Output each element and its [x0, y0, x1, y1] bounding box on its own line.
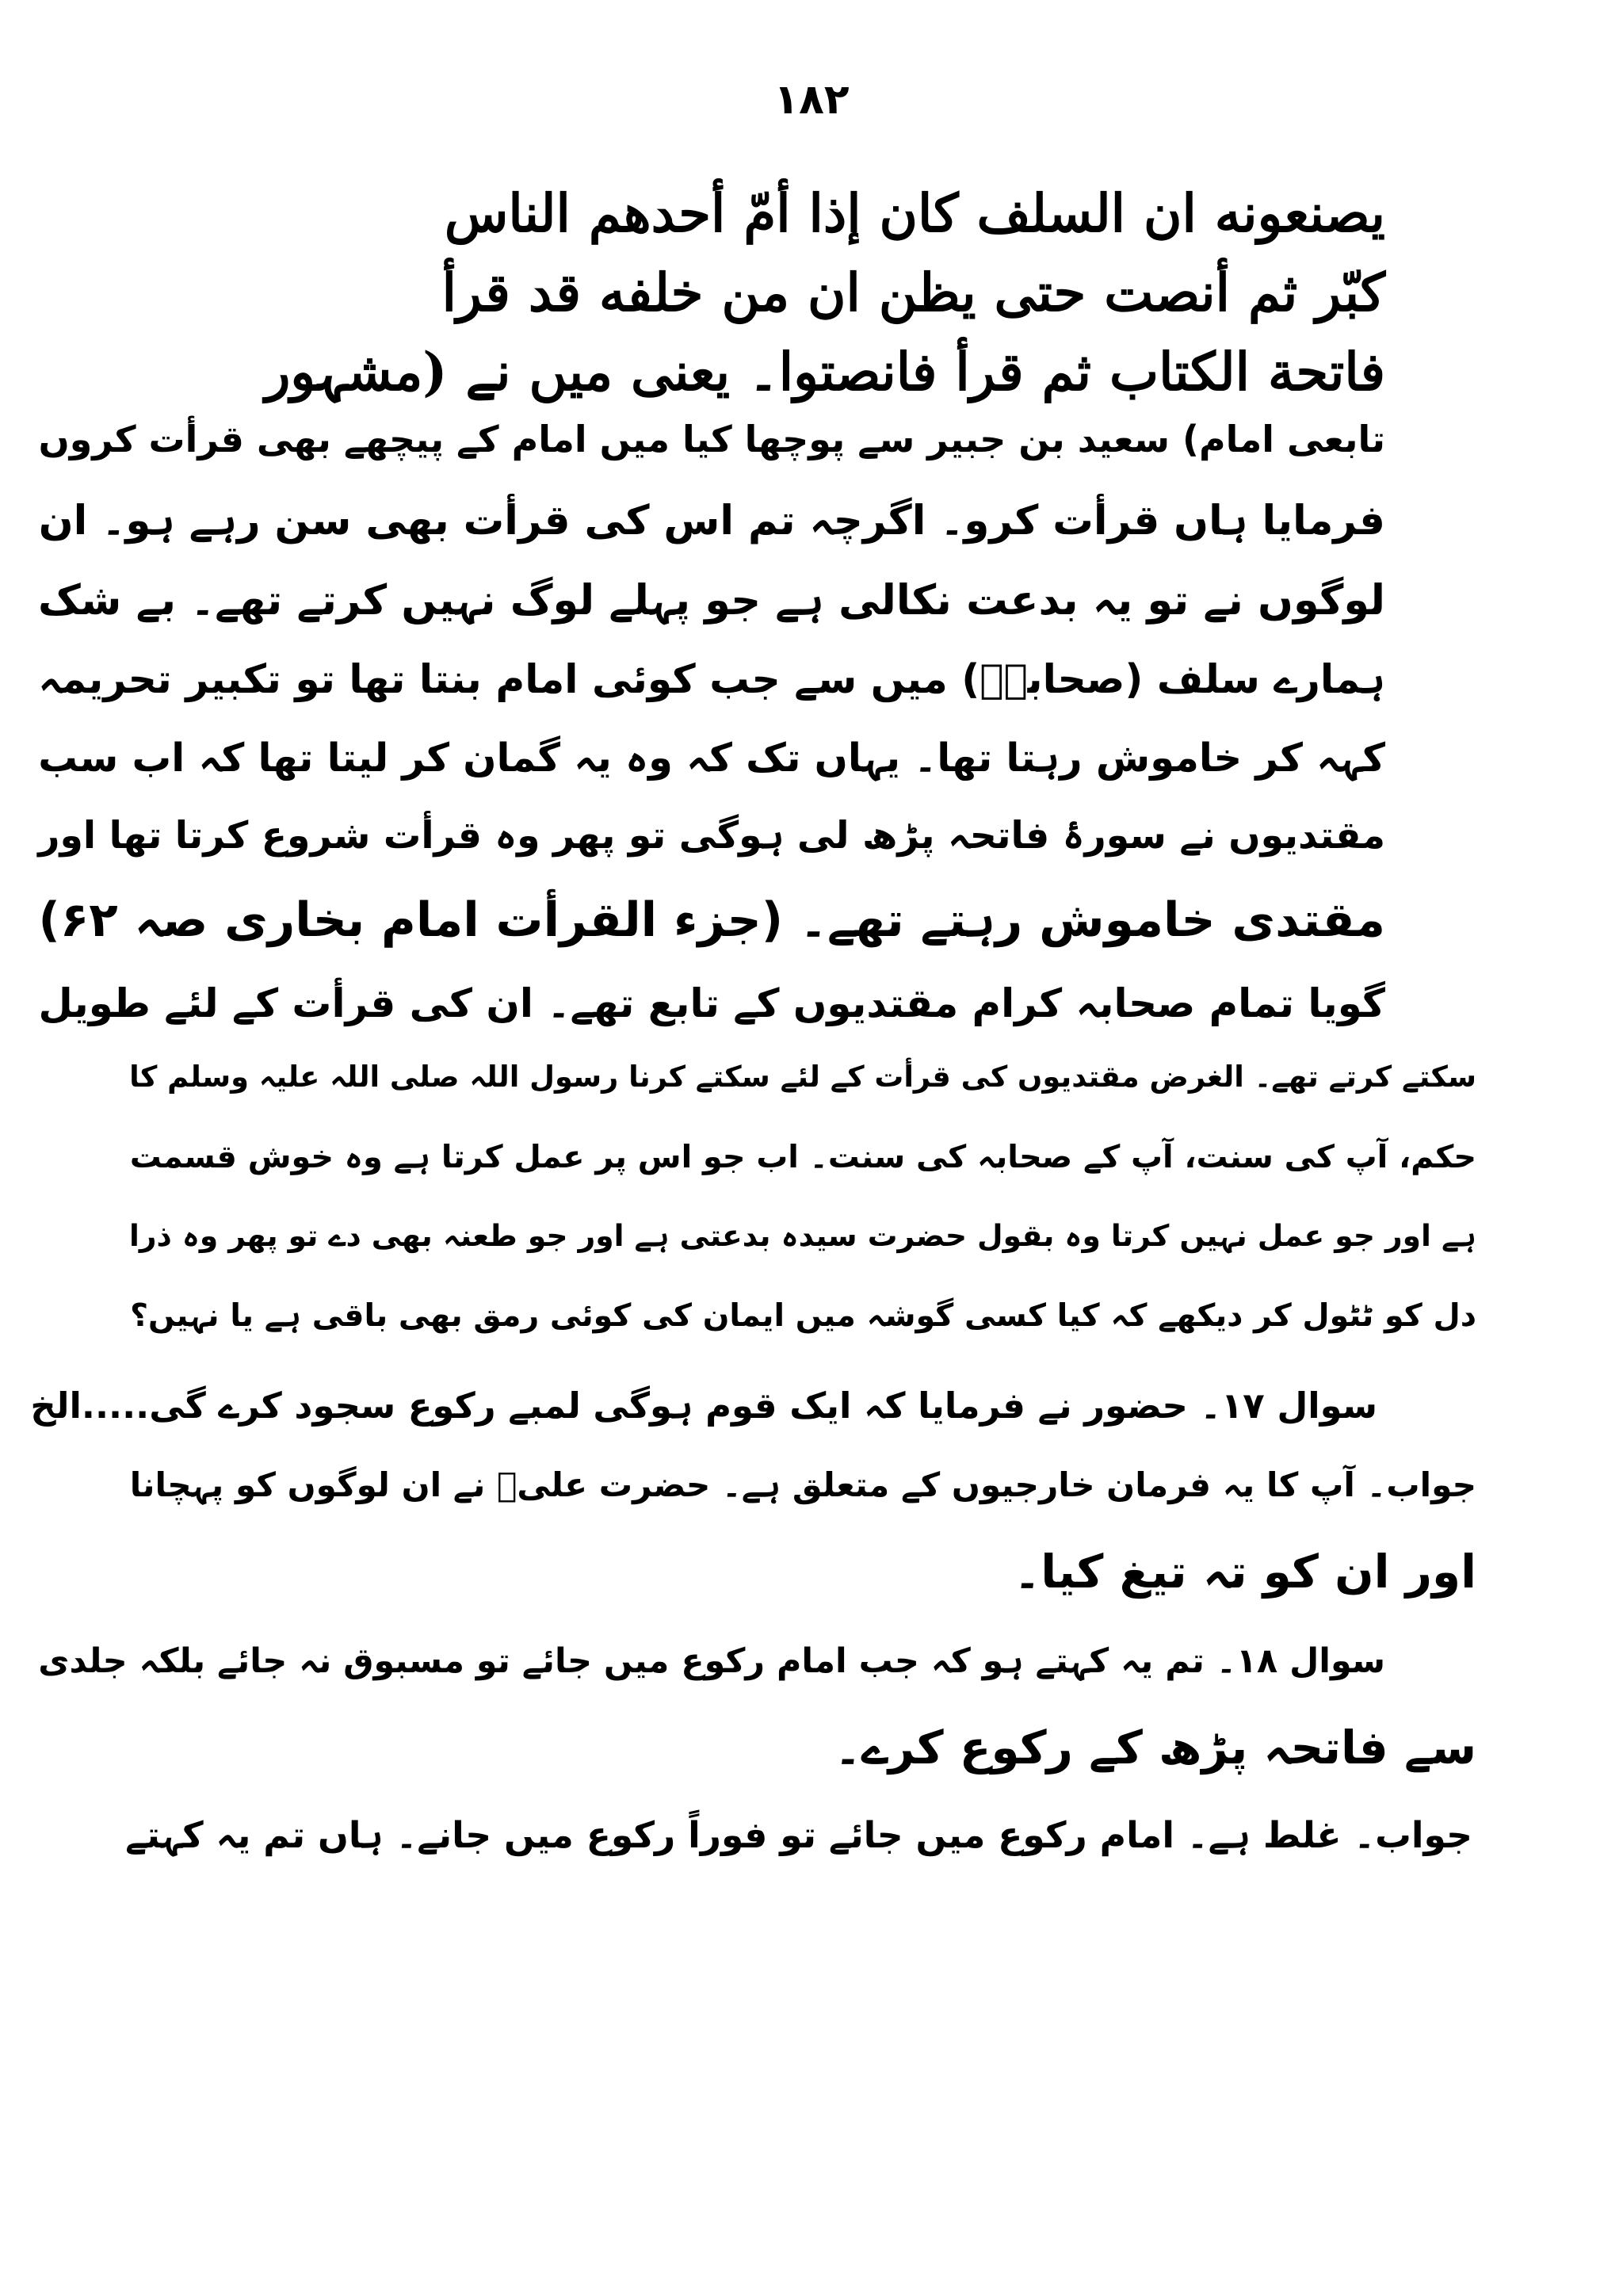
- page-number: ۱۸۲: [773, 76, 850, 124]
- arabic-quote-line-1: يصنعونه ان السلف كان إذا أمّ أحدهم الناس: [444, 182, 1385, 244]
- translation-line-1: تابعی امام) سعید بن جبیر سے پوچھا کیا میں امام کے پیچھے بھی قرأت کروں: [38, 418, 1385, 460]
- paragraph-line-3: حکم، آپ کی سنت، آپ کے صحابہ کی سنت۔ اب جو اس پر عمل کرتا ہے وہ خوش قسمت: [129, 1139, 1476, 1175]
- paragraph-line-5: دل کو ٹٹول کر دیکھے کہ کیا کسی گوشہ میں ایمان کی کوئی رمق بھی باقی ہے یا نہیں؟: [130, 1297, 1476, 1334]
- paragraph-line-1: گویا تمام صحابہ کرام مقتدیوں کے تابع تھے۔ ان کی قرأت کے لئے طویل: [38, 980, 1385, 1026]
- answer-17-line-2: اور ان کو تہ تیغ کیا۔: [1014, 1545, 1476, 1599]
- question-18-line-2: سے فاتحہ پڑھ کے رکوع کرے۔: [834, 1721, 1476, 1775]
- translation-line-2: فرمایا ہاں قرأت کرو۔ اگرچہ تم اس کی قرأت بھی سن رہے ہو۔ ان: [38, 497, 1385, 544]
- translation-line-4: ہمارے سلف (صحابہؓ) میں سے جب کوئی امام بنتا تھا تو تکبیر تحریمہ: [38, 655, 1385, 702]
- answer-17-line-1: جواب۔ آپ کا یہ فرمان خارجیوں کے متعلق ہے۔ حضرت علیؓ نے ان لوگوں کو پہچانا: [129, 1465, 1476, 1504]
- arabic-quote-line-3: فاتحة الكتاب ثم قرأ فانصتوا۔ یعنی میں نے (مشہور: [265, 341, 1385, 403]
- question-17: سوال ۱۷۔ حضور نے فرمایا کہ ایک قوم ہوگی لمبے رکوع سجود کرے گی.....الخ: [30, 1385, 1377, 1427]
- answer-18-line-1: جواب۔ غلط ہے۔ امام رکوع میں جائے تو فوراً رکوع میں جانے۔ ہاں تم یہ کہتے: [125, 1814, 1472, 1856]
- arabic-quote-line-2: كبّر ثم أنصت حتى يظن ان من خلفه قد قرأ: [441, 262, 1385, 323]
- translation-line-5: کہہ کر خاموش رہتا تھا۔ یہاں تک کہ وہ یہ گمان کر لیتا تھا کہ اب سب: [38, 735, 1385, 781]
- paragraph-line-2: سکتے کرتے تھے۔ الغرض مقتدیوں کی قرأت کے لئے سکتے کرنا رسول اللہ صلی اللہ علیہ وسلم کا: [129, 1060, 1476, 1094]
- translation-line-3: لوگوں نے تو یہ بدعت نکالی ہے جو پہلے لوگ نہیں کرتے تھے۔ بے شک: [37, 576, 1385, 625]
- translation-line-7: مقتدی خاموش رہتے تھے۔ (جزء القرأت امام بخاری صہ ۶۲): [38, 893, 1385, 948]
- translation-line-6: مقتدیوں نے سورۂ فاتحہ پڑھ لی ہوگی تو پھر وہ قرأت شروع کرتا تھا اور: [38, 814, 1385, 858]
- paragraph-line-4: ہے اور جو عمل نہیں کرتا وہ بقول حضرت سیدہ بدعتی ہے اور جو طعنہ بھی دے تو پھر وہ ذرا: [128, 1218, 1476, 1253]
- question-18-line-1: سوال ۱۸۔ تم یہ کہتے ہو کہ جب امام رکوع میں جائے تو مسبوق نہ جائے بلکہ جلدی: [38, 1641, 1385, 1681]
